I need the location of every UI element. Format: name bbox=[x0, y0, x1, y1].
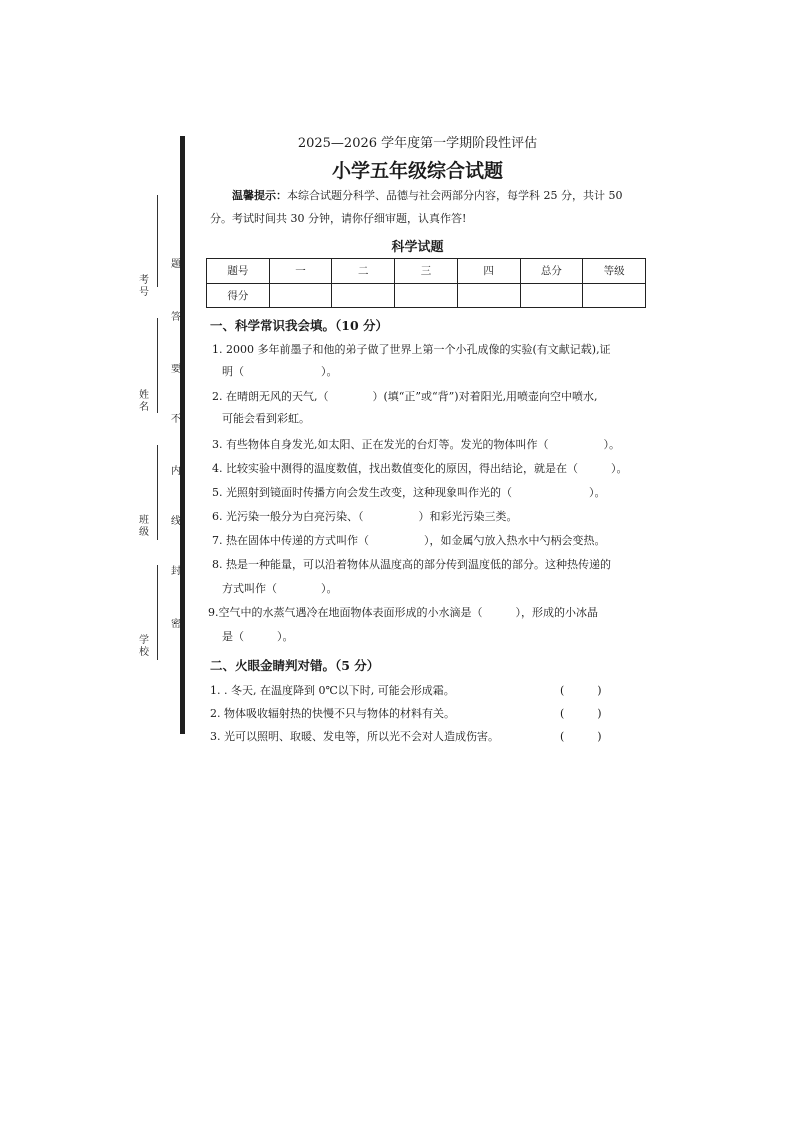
subject-title: 科学试题 bbox=[391, 240, 444, 255]
answer-blank[interactable]: ( ) bbox=[560, 684, 602, 697]
judge-item: 3. 光可以照明、取暖、发电等，所以光不会对人造成伤害。 bbox=[210, 730, 499, 743]
class-line bbox=[157, 445, 158, 540]
score-cell[interactable] bbox=[395, 283, 458, 308]
score-table-header-row bbox=[207, 259, 646, 284]
section1-line: 9.空气中的水蒸气遇冷在地面物体表面形成的小水滴是（ ），形成的小冰晶 bbox=[208, 606, 598, 619]
notice-line-1 bbox=[232, 187, 622, 203]
answer-blank[interactable]: ( ) bbox=[560, 730, 602, 743]
seal-char: 线 bbox=[171, 516, 181, 527]
section1-line: 5. 光照射到镜面时传播方向会发生改变，这种现象叫作光的（ ）。 bbox=[212, 486, 606, 499]
score-cell[interactable] bbox=[520, 283, 583, 308]
section1-line: 3. 有些物体自身发光,如太阳、正在发光的台灯等。发光的物体叫作（ ）。 bbox=[212, 438, 620, 451]
exam-number-line bbox=[157, 195, 158, 287]
section1-line: 明（ ）。 bbox=[222, 365, 338, 378]
score-table-header: 三 bbox=[395, 259, 458, 284]
score-table-header: 二 bbox=[332, 259, 395, 284]
section1-title: 一、科学常识我会填。（10 分） bbox=[210, 318, 388, 333]
judge-item: 1. . 冬天, 在温度降到 0℃以下时, 可能会形成霜。 bbox=[210, 684, 455, 697]
judge-item: 2. 物体吸收辐射热的快慢不只与物体的材料有关。 bbox=[210, 707, 455, 720]
score-table-header: 总分 bbox=[520, 259, 583, 284]
seal-char: 题 bbox=[171, 259, 181, 270]
section1-line: 1. 2000 多年前墨子和他的弟子做了世界上第一个小孔成像的实验(有文献记载),证 bbox=[212, 343, 611, 356]
seal-char: 内 bbox=[171, 466, 181, 477]
section1-line: 7. 热在固体中传递的方式叫作（ ），如金属勺放入热水中勺柄会变热。 bbox=[212, 534, 606, 547]
notice-label: 温馨提示： bbox=[232, 189, 287, 202]
score-cell[interactable] bbox=[457, 283, 520, 308]
score-table-header: 四 bbox=[457, 259, 520, 284]
score-cell[interactable] bbox=[332, 283, 395, 308]
class-label: 班级 bbox=[139, 515, 149, 538]
term-title: 2025—2026 学年度第一学期阶段性评估 bbox=[297, 136, 538, 151]
section2-title: 二、火眼金睛判对错。（5 分） bbox=[210, 658, 380, 673]
exam-number-label: 考号 bbox=[139, 275, 149, 298]
score-table-header: 等级 bbox=[583, 259, 646, 284]
answer-blank[interactable]: ( ) bbox=[560, 707, 602, 720]
score-table-header: 一 bbox=[269, 259, 332, 284]
score-row-label: 得分 bbox=[207, 283, 270, 308]
seal-char: 密 bbox=[171, 619, 181, 630]
score-table-score-row bbox=[207, 283, 646, 308]
seal-char: 封 bbox=[171, 566, 181, 577]
notice-line-2: 分。考试时间共 30 分钟，请你仔细审题，认真作答! bbox=[210, 212, 467, 225]
section1-line: 8. 热是一种能量，可以沿着物体从温度高的部分传到温度低的部分。这种热传递的 bbox=[212, 558, 611, 571]
seal-char: 答 bbox=[171, 312, 181, 323]
seal-char: 要 bbox=[171, 364, 181, 375]
score-cell[interactable] bbox=[583, 283, 646, 308]
notice-text-1: 本综合试题分科学、品德与社会两部分内容，每学科 25 分，共计 50 bbox=[287, 189, 623, 202]
score-table-header: 题号 bbox=[207, 259, 270, 284]
section1-line: 方式叫作（ ）。 bbox=[222, 582, 338, 595]
seal-char: 不 bbox=[171, 414, 181, 425]
section1-line: 2. 在晴朗无风的天气,（ ）(填“正”或“背”)对着阳光,用喷壶向空中喷水, bbox=[212, 390, 598, 403]
section1-line: 可能会看到彩虹。 bbox=[222, 412, 310, 425]
school-label: 学校 bbox=[139, 635, 149, 658]
exam-main-title: 小学五年级综合试题 bbox=[331, 160, 503, 182]
student-name-line bbox=[157, 318, 158, 413]
section1-line: 6. 光污染一般分为白亮污染、（ ）和彩光污染三类。 bbox=[212, 510, 518, 523]
section1-line: 是（ ）。 bbox=[222, 630, 294, 643]
section1-line: 4. 比较实验中测得的温度数值，找出数值变化的原因，得出结论，就是在（ ）。 bbox=[212, 462, 628, 475]
student-name-label: 姓名 bbox=[139, 390, 149, 413]
score-cell[interactable] bbox=[269, 283, 332, 308]
school-line bbox=[157, 565, 158, 660]
score-table bbox=[206, 258, 646, 308]
binding-bar bbox=[180, 136, 185, 734]
